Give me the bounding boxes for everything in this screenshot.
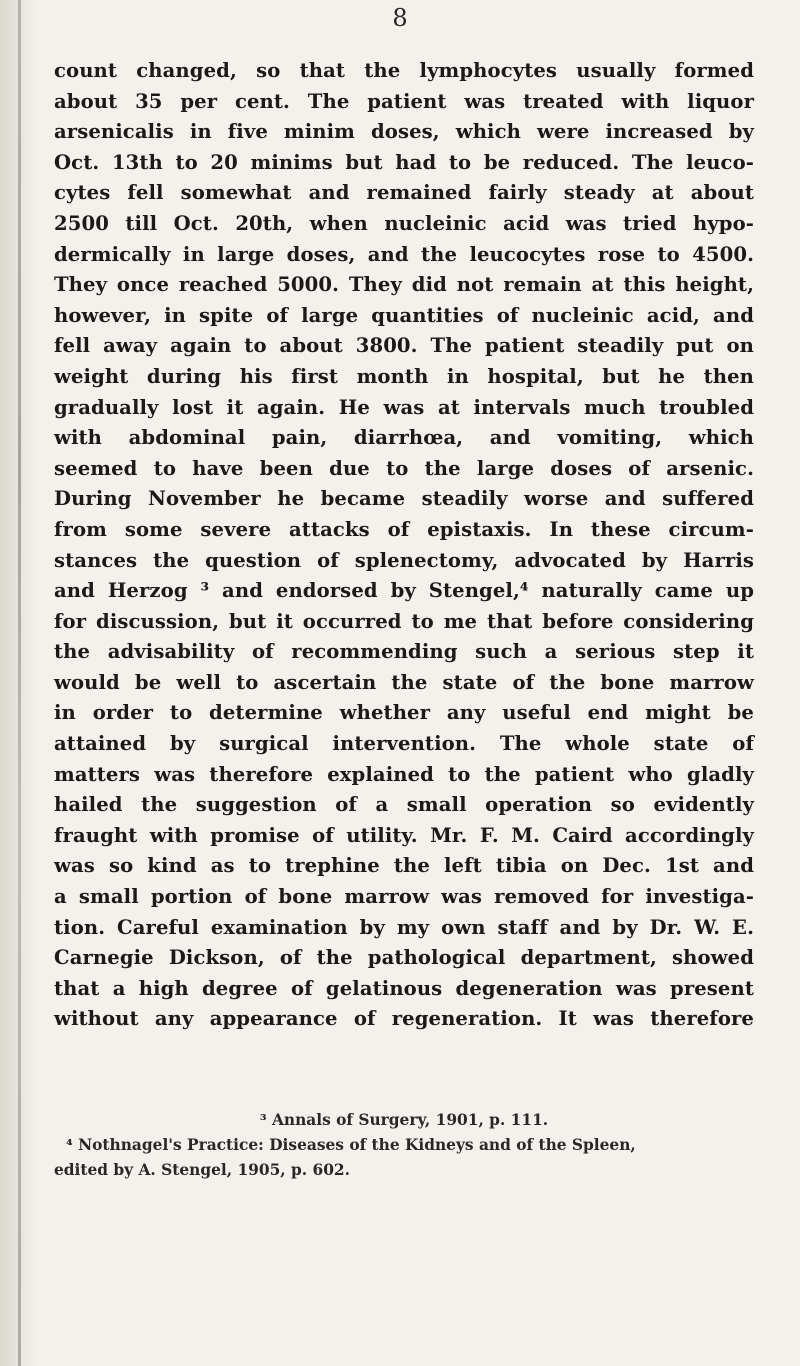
- text-line: that a high degree of gelatinous degeneration was present: [54, 976, 754, 1000]
- binding-edge: [18, 0, 21, 1366]
- text-line: Oct. 13th to 20 minims but had to be reduced. The leuco-: [54, 150, 754, 174]
- text-line: a small portion of bone marrow was removed for investiga-: [54, 885, 754, 909]
- text-line: hailed the suggestion of a small operation so evidently: [54, 793, 754, 817]
- text-line: was so kind as to trephine the left tibia on Dec. 1st and: [54, 854, 754, 878]
- text-line: in order to determine whether any useful end might be: [54, 701, 754, 725]
- text-line: stances the question of splenectomy, advocated by Harris: [54, 548, 754, 572]
- text-line: without any appearance of regeneration. It was therefore: [54, 1007, 754, 1031]
- text-line: about 35 per cent. The patient was treated with liquor: [54, 89, 754, 113]
- footnotes: [54, 1108, 754, 1183]
- body-text: [54, 56, 754, 1035]
- footnote-4-continued: edited by A. Stengel, 1905, p. 602.: [54, 1161, 350, 1179]
- text-line: Carnegie Dickson, of the pathological department, showed: [54, 946, 754, 970]
- text-line: count changed, so that the lymphocytes usually formed: [54, 59, 754, 82]
- text-line: the advisability of recommending such a serious step it: [54, 640, 754, 664]
- text-line: however, in spite of large quantities of nucleinic acid, and: [54, 303, 754, 327]
- text-line: During November he became steadily worse and suffered: [54, 487, 754, 511]
- text-line: and Herzog ³ and endorsed by Stengel,⁴ naturally came up: [54, 579, 754, 603]
- text-line: weight during his first month in hospital, but he then: [54, 364, 754, 388]
- text-line: cytes fell somewhat and remained fairly steady at about: [54, 181, 754, 205]
- text-line: seemed to have been due to the large doses of arsenic.: [54, 456, 754, 480]
- text-line: 2500 till Oct. 20th, when nucleinic acid was tried hypo-: [54, 211, 754, 235]
- text-line: matters was therefore explained to the patient who gladly: [54, 762, 754, 786]
- text-line: fraught with promise of utility. Mr. F. M. Caird accordingly: [54, 823, 754, 847]
- text-line: They once reached 5000. They did not remain at this height,: [54, 273, 754, 297]
- text-line: gradually lost it again. He was at intervals much troubled: [54, 395, 754, 419]
- text-line: with abdominal pain, diarrhœa, and vomiting, which: [54, 426, 754, 450]
- text-line: arsenicalis in five minim doses, which were increased by: [54, 120, 754, 144]
- page-gutter-shadow: [0, 0, 38, 1366]
- text-line: attained by surgical intervention. The whole state of: [54, 732, 754, 756]
- page-number: 8: [392, 4, 408, 32]
- text-line: would be well to ascertain the state of the bone marrow: [54, 670, 754, 694]
- text-line: dermically in large doses, and the leucocytes rose to 4500.: [54, 242, 754, 266]
- footnote-4: ⁴ Nothnagel's Practice: Diseases of the Kidneys and of the Spleen,: [66, 1136, 636, 1154]
- text-line: fell away again to about 3800. The patient steadily put on: [54, 334, 754, 358]
- text-line: tion. Careful examination by my own staff and by Dr. W. E.: [54, 915, 754, 939]
- text-line: for discussion, but it occurred to me that before considering: [54, 609, 754, 633]
- footnote-3: ³ Annals of Surgery, 1901, p. 111.: [259, 1111, 549, 1129]
- text-line: from some severe attacks of epistaxis. In these circum-: [54, 517, 754, 541]
